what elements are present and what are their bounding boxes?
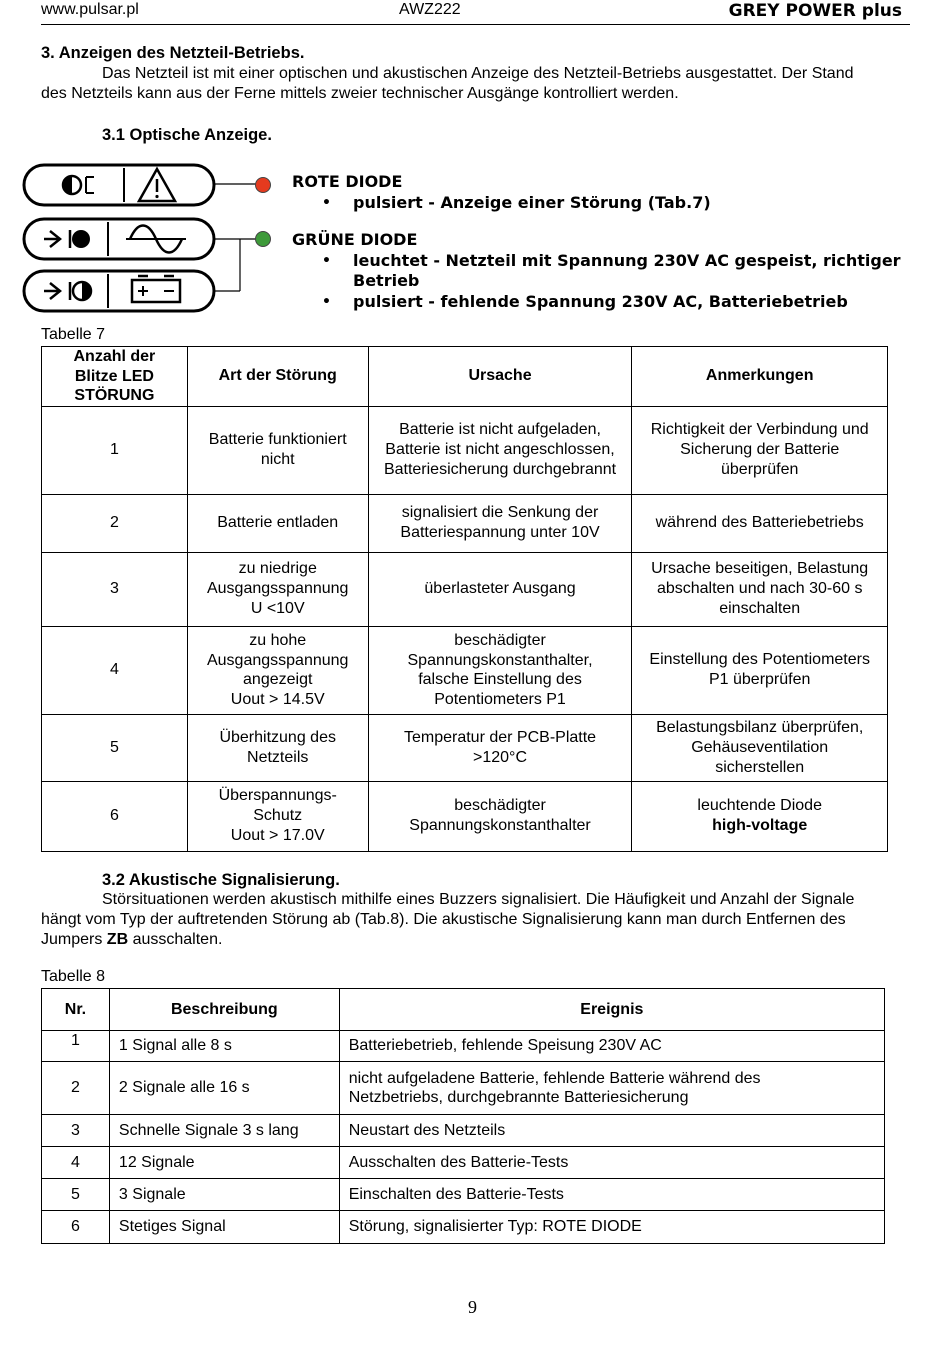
table7 — [41, 346, 888, 852]
table-row — [42, 1211, 885, 1244]
table8-header: Ereignis — [339, 989, 884, 1031]
table-row — [42, 494, 888, 552]
jumper-label: ZB — [106, 931, 129, 948]
table-cell: Richtigkeit der Verbindung und Sicherung der Batterie überprüfen — [632, 406, 888, 494]
table-cell: Batterie ist nicht aufgeladen, Batterie ist nicht angeschlossen, Batteriesicherung durchgebrannt — [368, 406, 632, 494]
table-row — [42, 1031, 885, 1062]
table-cell: 5 — [42, 1179, 110, 1211]
section-3-2-text-line3 — [41, 930, 222, 950]
table-cell: 4 — [42, 1147, 110, 1179]
text-fragment: Jumpers — [41, 931, 107, 948]
led-legend — [292, 172, 912, 312]
table-cell-text: leuchtende Diode — [697, 797, 822, 814]
table-cell: Neustart des Netzteils — [339, 1115, 884, 1147]
section-3-1-title: 3.1 Optische Anzeige. — [102, 126, 272, 144]
table-row — [42, 552, 888, 626]
table-cell: beschädigter Spannungskonstanthalter, falsche Einstellung des Potentiometers P1 — [368, 626, 632, 714]
page-header — [41, 0, 910, 25]
table-cell: nicht aufgeladene Batterie, fehlende Batterie während des Netzbetriebs, durchgebrannte Batteriesicherung — [339, 1062, 884, 1115]
led-symbol-diagram — [20, 158, 280, 318]
table-row — [42, 1062, 885, 1115]
table-cell: Batteriebetrieb, fehlende Speisung 230V AC — [339, 1031, 884, 1062]
table7-header: Art der Störung — [187, 347, 368, 407]
table-cell: 3 Signale — [109, 1179, 339, 1211]
table-cell: Überhitzung des Netzteils — [187, 714, 368, 781]
table-cell: 1 Signal alle 8 s — [109, 1031, 339, 1062]
header-model: AWZ222 — [399, 1, 461, 18]
table-cell: während des Batteriebetriebs — [632, 494, 888, 552]
table-cell: Temperatur der PCB-Platte >120°C — [368, 714, 632, 781]
green-led-item: • pulsiert - fehlende Spannung 230V AC, Batteriebetrieb — [292, 292, 912, 313]
header-website: www.pulsar.pl — [41, 1, 139, 18]
table-cell: Batterie funktioniert nicht — [187, 406, 368, 494]
table8-header: Nr. — [42, 989, 110, 1031]
table-cell: 6 — [42, 1211, 110, 1244]
table7-header: Ursache — [368, 347, 632, 407]
text-fragment: ausschalten. — [128, 931, 223, 948]
red-led-item: • pulsiert - Anzeige einer Störung (Tab.7) — [292, 193, 912, 214]
table-cell: 2 Signale alle 16 s — [109, 1062, 339, 1115]
table-cell: Batterie entladen — [187, 494, 368, 552]
led-symbols-svg — [20, 158, 280, 318]
table-row — [42, 406, 888, 494]
section-3-2-text-line1: Störsituationen werden akustisch mithilfe eines Buzzers signalisiert. Die Häufigkeit und Anzahl der Signale — [102, 891, 855, 908]
red-led-icon — [256, 178, 271, 193]
table-cell: beschädigter Spannungskonstanthalter — [368, 781, 632, 851]
table7-header: Anmerkungen — [632, 347, 888, 407]
table-row — [42, 626, 888, 714]
section-3-2-text-line2: hängt vom Typ der auftretenden Störung ab (Tab.8). Die akustische Signalisierung kann man durch Entfernen des — [41, 911, 846, 928]
red-led-title: ROTE DIODE — [292, 172, 403, 191]
table-cell: 2 — [42, 494, 188, 552]
table-cell-bold-text: high-voltage — [712, 817, 808, 834]
table-cell: Einschalten des Batterie-Tests — [339, 1179, 884, 1211]
table-cell: signalisiert die Senkung der Batteriespannung unter 10V — [368, 494, 632, 552]
table-cell: 1 — [42, 406, 188, 494]
table-cell: Störung, signalisierter Typ: ROTE DIODE — [339, 1211, 884, 1244]
table-cell: 6 — [42, 781, 188, 851]
table-cell: Einstellung des Potentiometers P1 überprüfen — [632, 626, 888, 714]
table8 — [41, 988, 885, 1244]
table-cell: zu hohe Ausgangsspannung angezeigt Uout > 14.5V — [187, 626, 368, 714]
green-led-item-text: leuchtet - Netzteil mit Spannung 230V AC gespeist, richtiger — [353, 250, 901, 270]
table-cell: 2 — [42, 1062, 110, 1115]
table-cell: 5 — [42, 714, 188, 781]
table-cell: 4 — [42, 626, 188, 714]
green-led-title: GRÜNE DIODE — [292, 230, 418, 249]
header-product: GREY POWER plus — [728, 1, 902, 21]
section-3-title: 3. Anzeigen des Netzteil-Betriebs. — [41, 44, 305, 62]
table-cell — [632, 781, 888, 851]
green-led-item — [292, 251, 912, 292]
table-cell: 1 — [42, 1031, 110, 1062]
section-3-2-title: 3.2 Akustische Signalisierung. — [102, 871, 340, 889]
table-row — [42, 714, 888, 781]
table8-caption: Tabelle 8 — [41, 968, 106, 985]
table-cell: 12 Signale — [109, 1147, 339, 1179]
red-led-list — [292, 193, 912, 214]
page-number: 9 — [468, 1297, 477, 1317]
table7-header: Anzahl der Blitze LED STÖRUNG — [42, 347, 188, 407]
section-3-text-line2: des Netzteils kann aus der Ferne mittels zweier technischer Ausgänge kontrolliert werden. — [41, 85, 679, 102]
table-cell: Stetiges Signal — [109, 1211, 339, 1244]
green-led-icon — [256, 232, 271, 247]
table7-caption: Tabelle 7 — [41, 326, 106, 343]
table8-header: Beschreibung — [109, 989, 339, 1031]
section-3-text-line1: Das Netzteil ist mit einer optischen und akustischen Anzeige des Netzteil-Betriebs ausgestattet. Der Stand — [102, 65, 854, 82]
green-led-list — [292, 251, 912, 313]
table-cell: Schnelle Signale 3 s lang — [109, 1115, 339, 1147]
table-cell: Ausschalten des Batterie-Tests — [339, 1147, 884, 1179]
table-cell: Überspannungs- Schutz Uout > 17.0V — [187, 781, 368, 851]
table-cell: zu niedrige Ausgangsspannung U <10V — [187, 552, 368, 626]
table-cell: 3 — [42, 1115, 110, 1147]
green-led-item-text-cont: Betrieb — [353, 271, 420, 290]
table-cell: Ursache beseitigen, Belastung abschalten und nach 30-60 s einschalten — [632, 552, 888, 626]
table-cell: 3 — [42, 552, 188, 626]
table8-header-row — [42, 989, 885, 1031]
table-row — [42, 1115, 885, 1147]
full-circle-icon — [72, 230, 90, 248]
table7-header-row — [42, 347, 888, 407]
table-row — [42, 1179, 885, 1211]
table-cell: Belastungsbilanz überprüfen, Gehäuseventilation sicherstellen — [632, 714, 888, 781]
table-row — [42, 781, 888, 851]
table-row — [42, 1147, 885, 1179]
table-cell: überlasteter Ausgang — [368, 552, 632, 626]
